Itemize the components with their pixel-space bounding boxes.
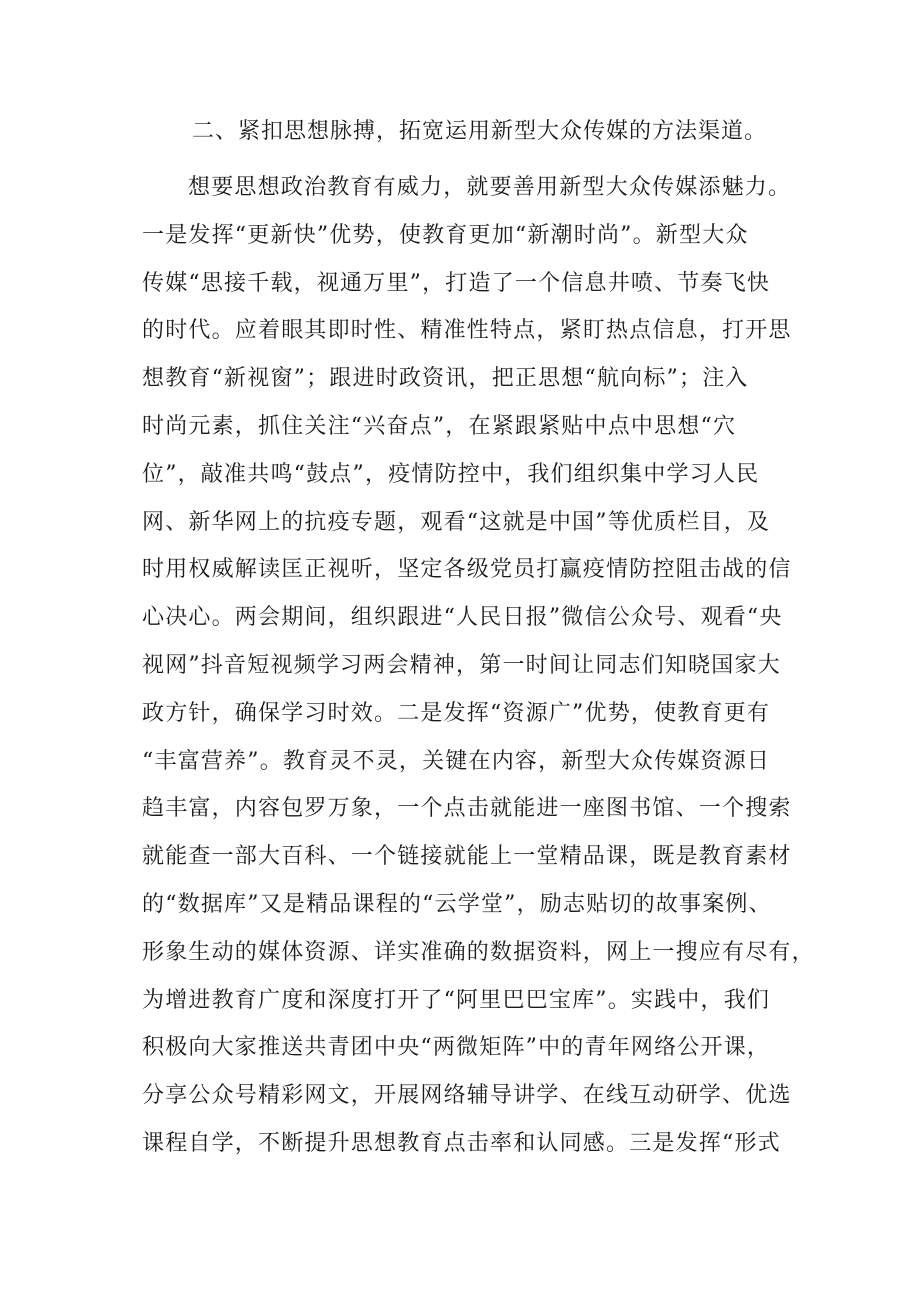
text-line: 就能查一部大百科、一个链接就能上一堂精品课，既是教育素材 [142,844,792,870]
text-line: 传媒“思接千载，视通万里”，打造了一个信息井喷、节奏飞快 [142,270,771,296]
text-line: 时尚元素，抓住关注“兴奋点”，在紧跟紧贴中点中思想“穴 [142,413,737,439]
text-line: 位”，敲准共鸣“鼓点”，疫情防控中，我们组织集中学习人民 [142,461,760,487]
text-line: 趋丰富，内容包罗万象，一个点击就能进一座图书馆、一个搜索 [142,796,792,822]
text-line: 视网”抖音短视频学习两会精神，第一时间让同志们知晓国家大 [142,652,781,678]
text-line: 一是发挥“更新快”优势，使教育更加“新潮时尚”。新型大众 [142,222,749,248]
text-line: 的“数据库”又是精品课程的“云学堂”，励志贴切的故事案例、 [142,891,772,917]
body-text [142,168,815,1172]
section-heading: 二、紧扣思想脉搏，拓宽运用新型大众传媒的方法渠道。 [192,119,768,144]
text-line: 的时代。应着眼其即时性、精准性特点，紧盯热点信息，打开思 [142,318,792,344]
text-line: 想要思想政治教育有威力，就要善用新型大众传媒添魅力。 [188,175,792,200]
text-line: 形象生动的媒体资源、详实准确的数据资料，网上一搜应有尽有， [142,939,815,965]
text-line: 为增进教育广度和深度打开了“阿里巴巴宝库”。实践中，我们 [142,987,771,1013]
text-line: “丰富营养”。教育灵不灵，关键在内容，新型大众传媒资源日 [142,748,771,774]
text-line: 课程自学，不断提升思想教育点击率和认同感。三是发挥“形式 [142,1130,781,1156]
text-line: 时用权威解读匡正视听，坚定各级党员打赢疫情防控阻击战的信 [142,557,792,583]
text-line: 网、新华网上的抗疫专题，观看“这就是中国”等优质栏目，及 [142,509,771,535]
text-line: 政方针，确保学习时效。二是发挥“资源广”优势，使教育更有 [142,700,771,726]
text-line: 积极向大家推送共青团中央“两微矩阵”中的青年网络公开课， [142,1035,771,1061]
text-line: 心决心。两会期间，组织跟进“人民日报”微信公众号、观看“央 [142,605,783,631]
text-line: 想教育“新视窗”；跟进时政资讯，把正思想“航向标”；注入 [142,366,749,392]
text-line: 分享公众号精彩网文，开展网络辅导讲学、在线互动研学、优选 [142,1083,792,1109]
